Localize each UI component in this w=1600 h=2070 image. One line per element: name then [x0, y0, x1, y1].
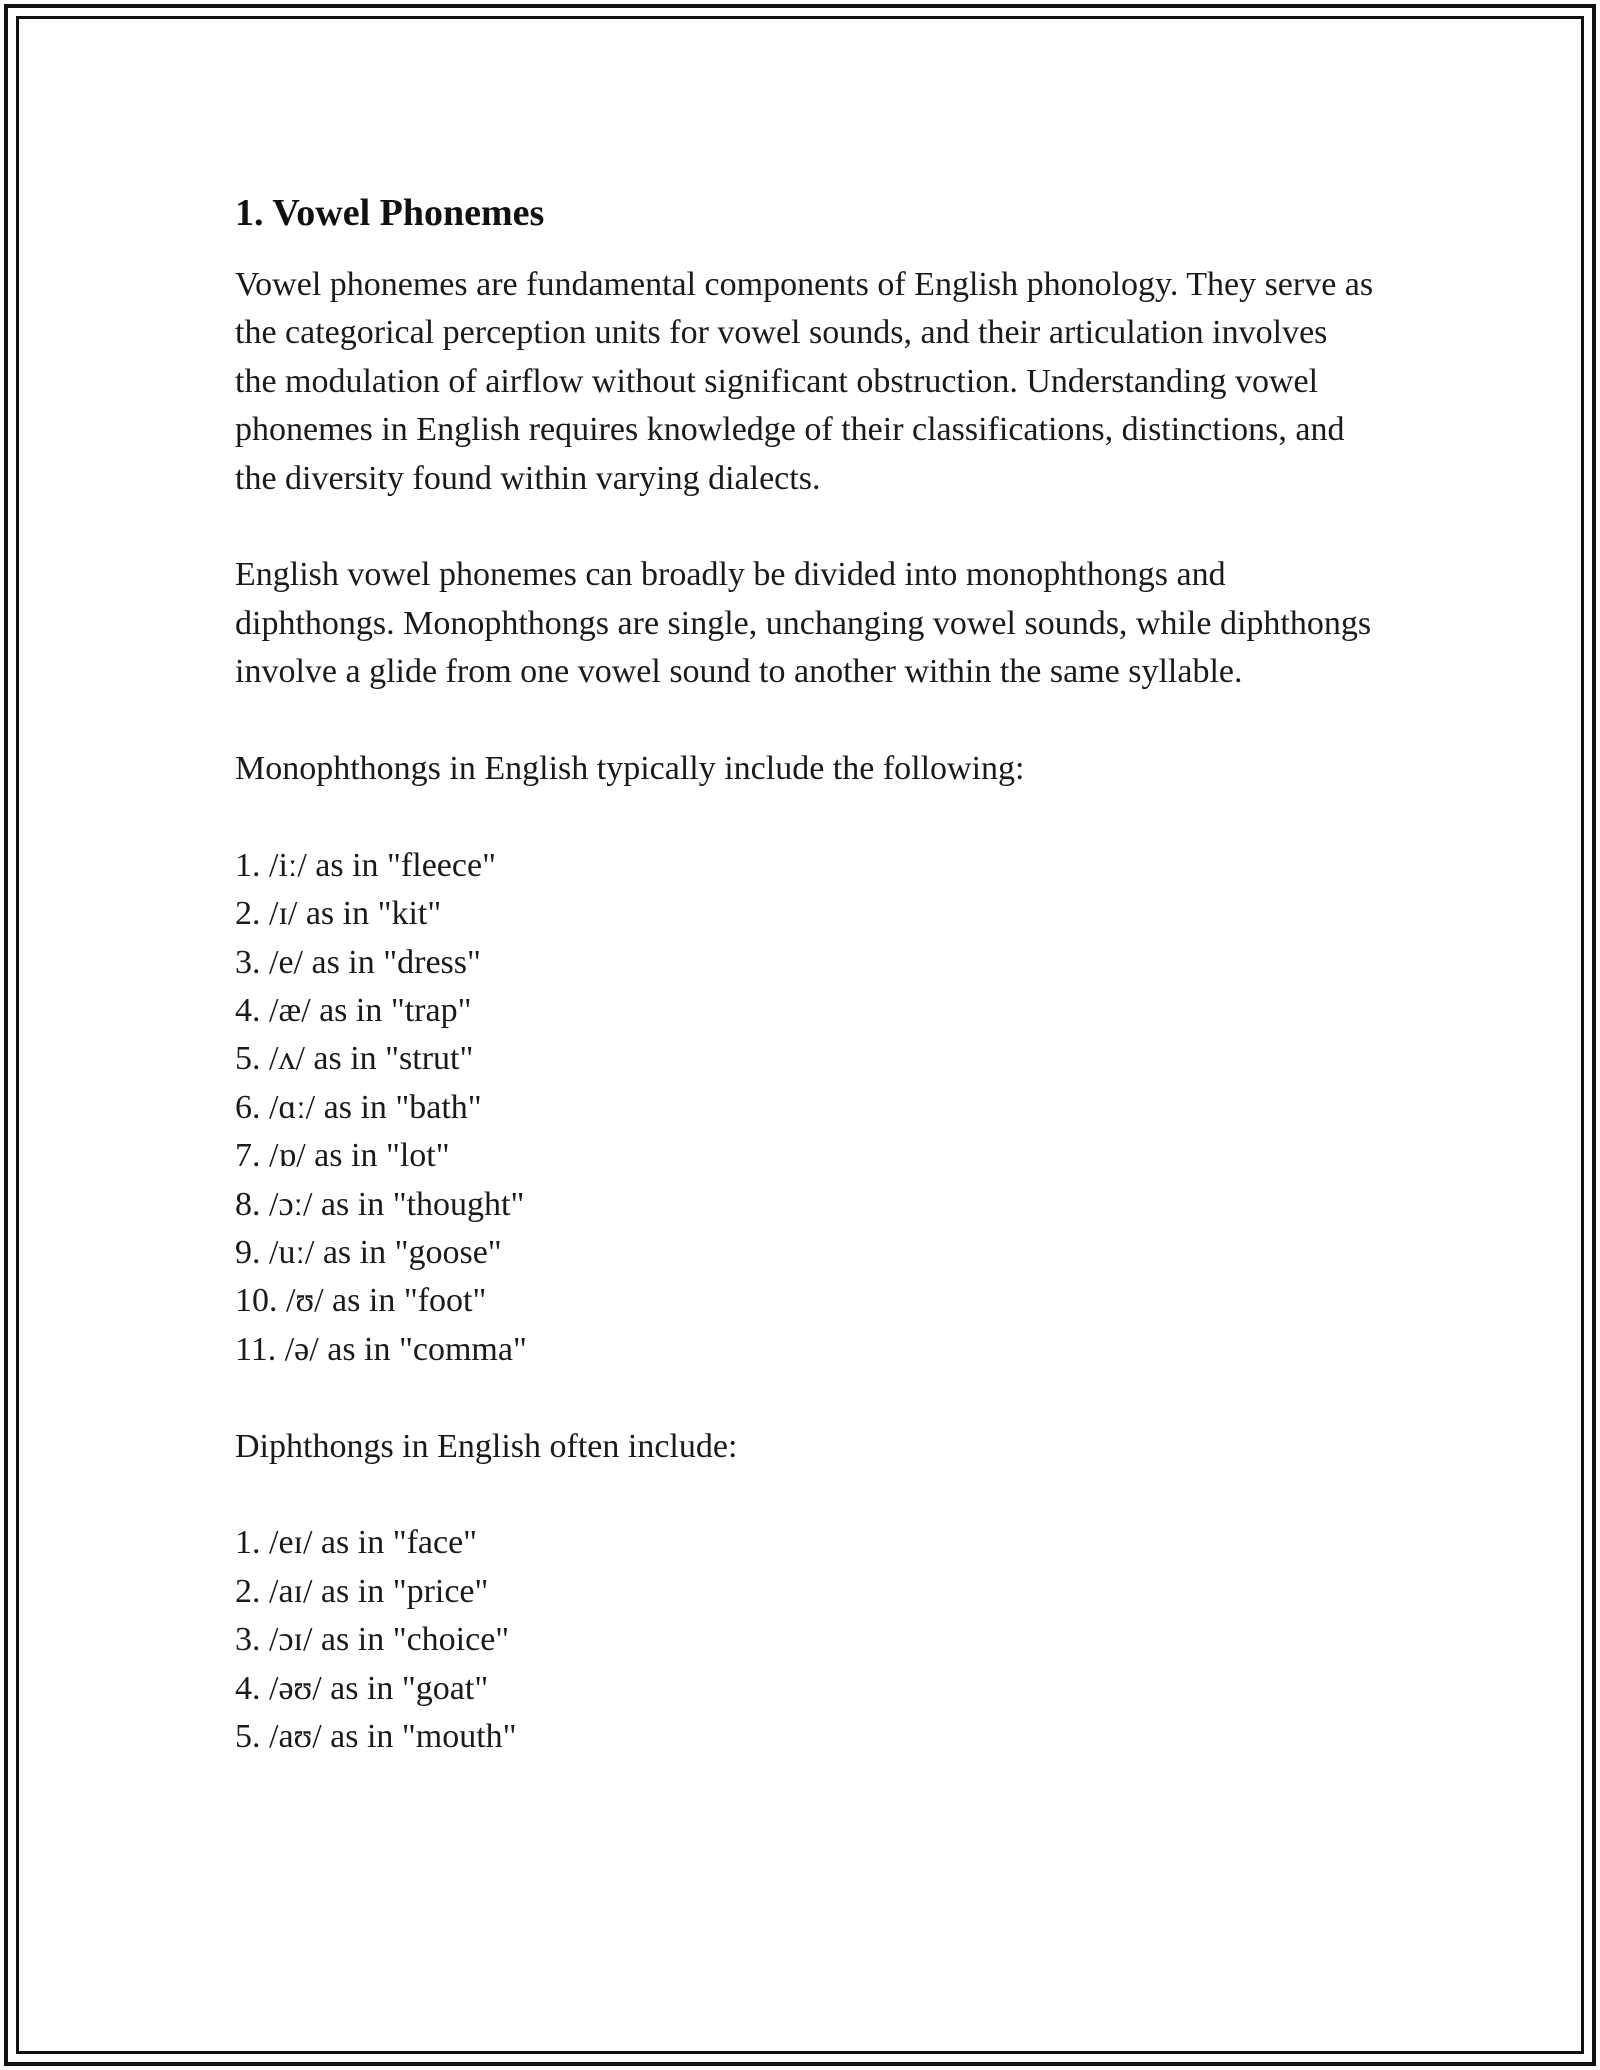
list-item: 5. /aʊ/ as in "mouth"	[235, 1718, 517, 1756]
list-item: 3. /e/ as in "dress"	[235, 943, 481, 981]
list-item: 4. /æ/ as in "trap"	[235, 992, 472, 1030]
classification-paragraph: English vowel phonemes can broadly be divided into monophthongs and diphthongs. Monophthongs are single, unchanging vowel sounds, while diphthongs involve a glide from one vowel sound to another within the same syllable.	[235, 556, 1372, 691]
list-item: 1. /iː/ as in "fleece"	[235, 846, 496, 884]
diphthongs-list	[235, 1519, 1375, 1761]
list-item: 8. /ɔː/ as in "thought"	[235, 1185, 525, 1223]
list-item: 2. /aɪ/ as in "price"	[235, 1572, 489, 1610]
list-item: 5. /ʌ/ as in "strut"	[235, 1040, 474, 1078]
document-body	[235, 185, 1375, 1810]
list-item: 1. /eɪ/ as in "face"	[235, 1524, 478, 1562]
list-item: 3. /ɔɪ/ as in "choice"	[235, 1621, 510, 1659]
list-item: 7. /ɒ/ as in "lot"	[235, 1137, 450, 1175]
list-item: 11. /ə/ as in "comma"	[235, 1330, 527, 1368]
monophthongs-intro: Monophthongs in English typically include the following:	[235, 750, 1025, 788]
list-item: 6. /ɑː/ as in "bath"	[235, 1088, 482, 1126]
monophthongs-list	[235, 842, 1375, 1374]
list-item: 2. /ɪ/ as in "kit"	[235, 895, 442, 933]
list-item: 10. /ʊ/ as in "foot"	[235, 1282, 487, 1320]
list-item: 9. /uː/ as in "goose"	[235, 1234, 502, 1272]
section-heading: 1. Vowel Phonemes	[235, 192, 545, 234]
diphthongs-intro: Diphthongs in English often include:	[235, 1427, 738, 1465]
list-item: 4. /əʊ/ as in "goat"	[235, 1669, 489, 1707]
intro-paragraph: Vowel phonemes are fundamental components of English phonology. They serve as the categorical perception units for vowel sounds, and their articulation involves the modulation of airflow without significant obstruction. Understanding vowel phonemes in English requires knowledge of their classifications, distinctions, and the diversity found within varying dialects.	[235, 266, 1374, 497]
